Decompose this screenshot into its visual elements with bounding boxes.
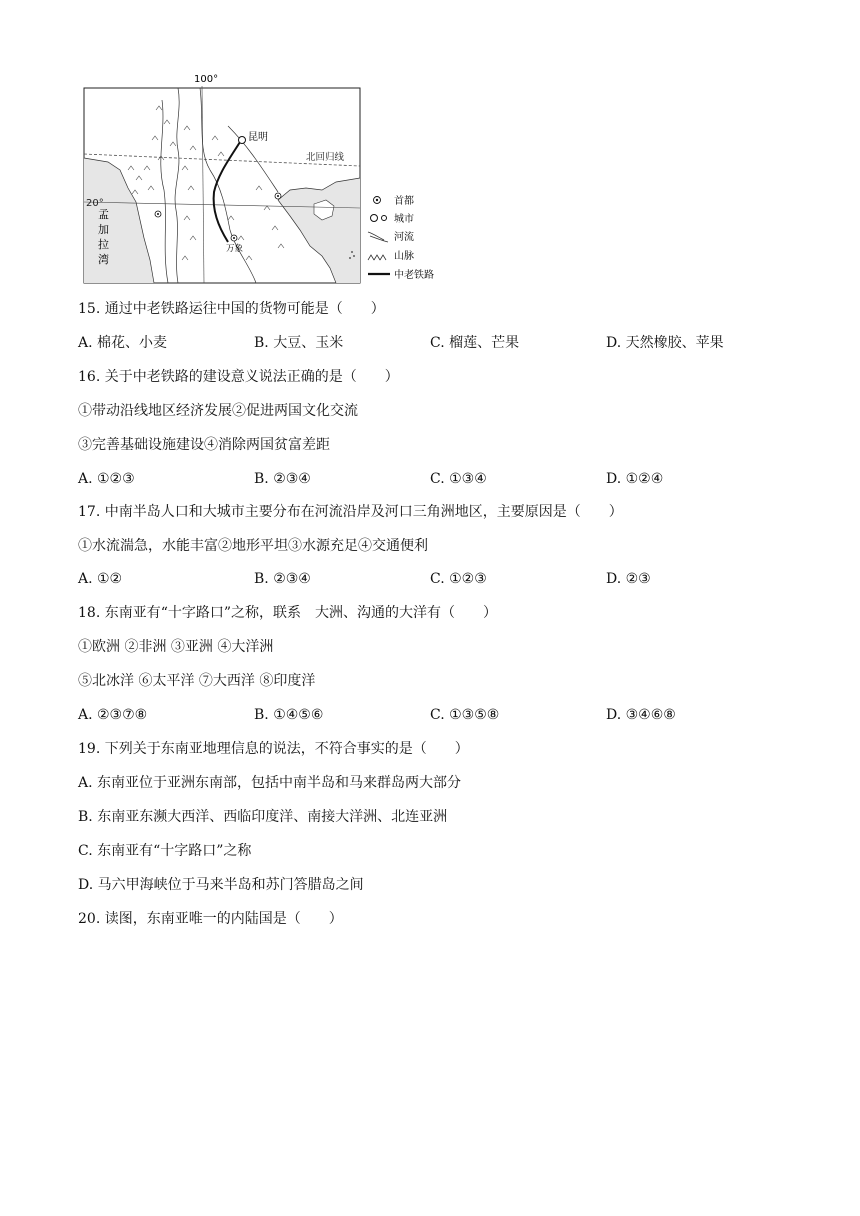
question-19-option-a: A. 东南亚位于亚洲东南部，包括中南半岛和马来群岛两大部分 (78, 775, 462, 791)
kunming-label: 昆明 (248, 132, 268, 143)
tropic-label: 北回归线 (306, 152, 345, 163)
kunming-city-marker (239, 137, 246, 144)
question-16-option-d: D. ①②④ (606, 471, 664, 487)
question-16-option-b: B. ②③④ (254, 471, 311, 487)
longitude-label: 100° (194, 74, 219, 85)
question-17-option-c: C. ①②③ (430, 571, 487, 587)
question-18-statements-2: ⑤北冰洋 ⑥太平洋 ⑦大西洋 ⑧印度洋 (78, 673, 316, 689)
question-20-stem: 20. 读图，东南亚唯一的内陆国是（ ） (78, 911, 343, 927)
question-18-stem: 18. 东南亚有“十字路口”之称，联系 大洲、沟通的大洋有（ ） (78, 605, 498, 621)
bay-label-4: 湾 (98, 253, 109, 266)
legend-label-city: 城市 (394, 214, 414, 225)
legend-label-capital: 首都 (394, 196, 414, 207)
question-17-statements: ①水流湍急，水能丰富②地形平坦③水源充足④交通便利 (78, 538, 428, 554)
latitude-label: 20° (86, 198, 104, 209)
bay-label-2: 加 (98, 223, 109, 236)
capital-icon (374, 197, 381, 204)
question-16-statements-2: ③完善基础设施建设④消除两国贫富差距 (78, 437, 330, 453)
mountain-icon (368, 255, 386, 260)
question-16-statements-1: ①带动沿线地区经济发展②促进两国文化交流 (78, 403, 358, 419)
bay-label-3: 拉 (98, 238, 109, 251)
legend-label-river: 河流 (394, 232, 414, 243)
question-19-option-b: B. 东南亚东濒大西洋、西临印度洋、南接大洋洲、北连亚洲 (78, 809, 448, 825)
question-15-stem: 15. 通过中老铁路运往中国的货物可能是（ ） (78, 301, 385, 317)
legend-label-mountain: 山脉 (394, 251, 414, 262)
question-18-option-a: A. ②③⑦⑧ (78, 707, 148, 723)
question-19-stem: 19. 下列关于东南亚地理信息的说法，不符合事实的是（ ） (78, 741, 469, 757)
map-figure (78, 70, 448, 285)
question-16-option-c: C. ①③④ (430, 471, 487, 487)
question-17-option-d: D. ②③ (606, 571, 651, 587)
question-15-option-d: D. 天然橡胶、苹果 (606, 335, 724, 351)
vientiane-label: 万象 (226, 244, 244, 254)
question-15-option-a: A. 棉花、小麦 (78, 335, 168, 351)
question-19-option-c: C. 东南亚有“十字路口”之称 (78, 843, 252, 859)
question-18-option-c: C. ①③⑤⑧ (430, 707, 500, 723)
map-legend (368, 194, 434, 281)
question-17-stem: 17. 中南半岛人口和大城市主要分布在河流沿岸及河口三角洲地区，主要原因是（ ） (78, 504, 623, 520)
question-19-option-d: D. 马六甲海峡位于马来半岛和苏门答腊岛之间 (78, 877, 364, 893)
question-18-statements-1: ①欧洲 ②非洲 ③亚洲 ④大洋洲 (78, 639, 274, 655)
question-18-option-d: D. ③④⑥⑧ (606, 707, 676, 723)
question-16-stem: 16. 关于中老铁路的建设意义说法正确的是（ ） (78, 369, 399, 385)
legend-label-railway: 中老铁路 (394, 270, 434, 281)
river-icon (368, 232, 388, 242)
bay-label-1: 孟 (98, 208, 109, 221)
question-16-option-a: A. ①②③ (78, 471, 135, 487)
question-15-option-c: C. 榴莲、芒果 (430, 335, 520, 351)
question-15-option-b: B. 大豆、玉米 (254, 335, 344, 351)
city-icon (371, 215, 387, 222)
question-18-option-b: B. ①④⑤⑥ (254, 707, 324, 723)
question-17-option-a: A. ①② (78, 571, 123, 587)
question-17-option-b: B. ②③④ (254, 571, 311, 587)
